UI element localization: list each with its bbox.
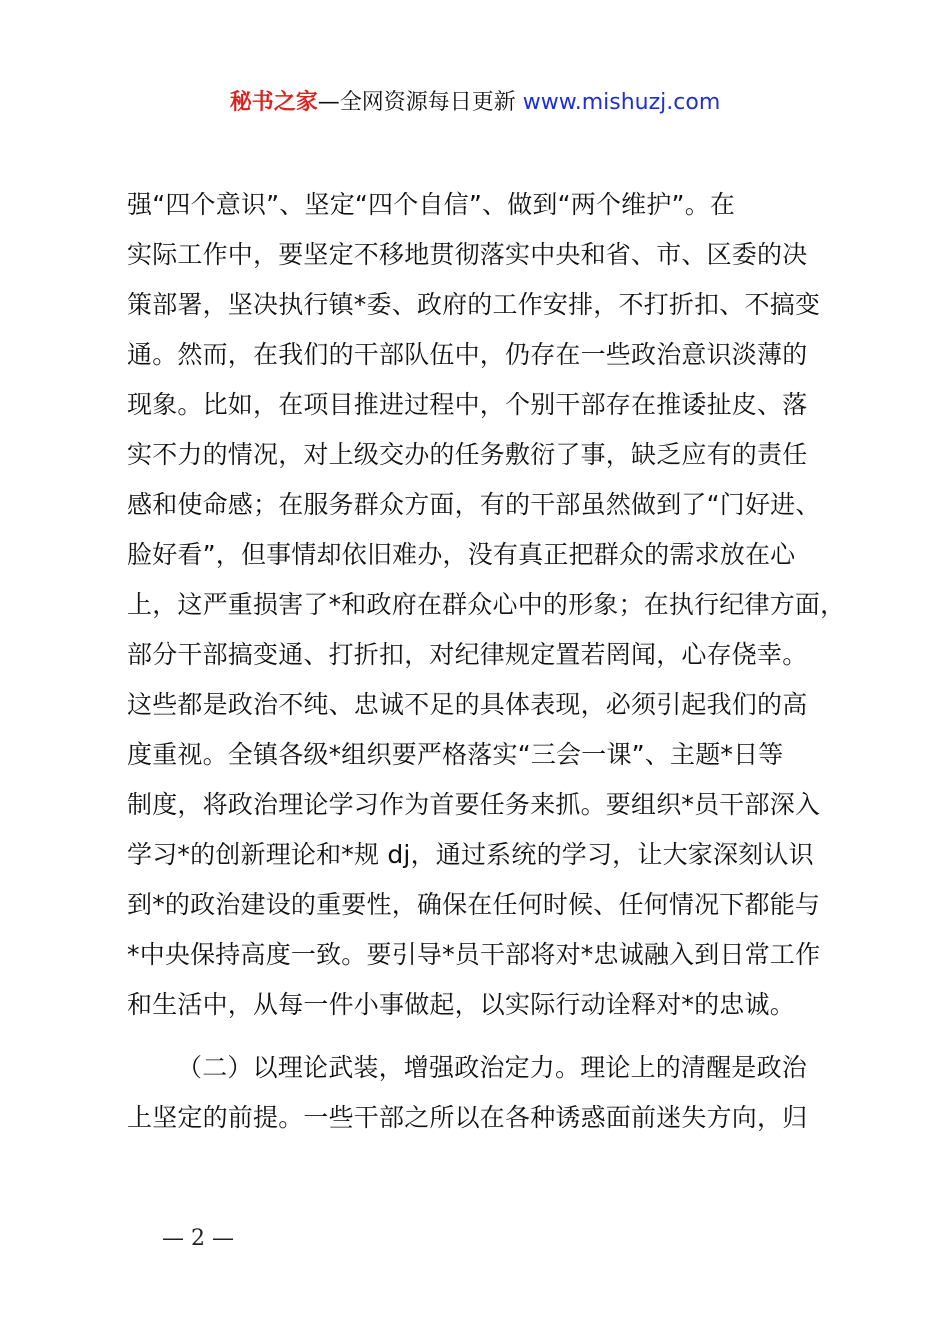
text-line: 制度，将政治理论学习作为首要任务来抓。要组织*员干部深入 bbox=[127, 790, 821, 819]
paragraph bbox=[127, 180, 847, 1030]
paragraph-gap bbox=[127, 1030, 847, 1043]
text-line: 感和使命感；在服务群众方面，有的干部虽然做到了“门好进、 bbox=[127, 490, 821, 519]
text-line: 现象。比如，在项目推进过程中，个别干部存在推诿扯皮、落 bbox=[127, 390, 808, 419]
page-number: — 2 — bbox=[162, 1226, 234, 1251]
text-line: 实际工作中，要坚定不移地贯彻落实中央和省、市、区委的决 bbox=[127, 240, 808, 269]
text-line: 上，这严重损害了*和政府在群众心中的形象；在执行纪律方面， bbox=[127, 590, 846, 619]
text-line: 策部署，坚决执行镇*委、政府的工作安排，不打折扣、不搞变 bbox=[127, 290, 821, 319]
text-line: 上坚定的前提。一些干部之所以在各种诱惑面前迷失方向，归 bbox=[127, 1103, 808, 1132]
text-line: 强“四个意识”、坚定“四个自信”、做到“两个维护”。在 bbox=[127, 190, 736, 219]
paragraph bbox=[127, 1043, 847, 1143]
text-line: *中央保持高度一致。要引导*员干部将对*忠诚融入到日常工作 bbox=[127, 940, 821, 969]
text-line: 学习*的创新理论和*规 dj，通过系统的学习，让大家深刻认识 bbox=[127, 840, 814, 869]
text-line: 脸好看”，但事情却依旧难办，没有真正把群众的需求放在心 bbox=[127, 540, 796, 569]
document-body bbox=[127, 180, 847, 1143]
text-line: （二）以理论武装，增强政治定力。理论上的清醒是政治 bbox=[177, 1053, 808, 1082]
text-line: 部分干部搞变通、打折扣，对纪律规定置若罔闻，心存侥幸。 bbox=[127, 640, 808, 669]
header-website: www.mishuzj.com bbox=[522, 90, 721, 115]
text-line: 和生活中，从每一件小事做起，以实际行动诠释对*的忠诚。 bbox=[127, 990, 795, 1019]
page-header bbox=[0, 88, 950, 118]
text-line: 这些都是政治不纯、忠诚不足的具体表现，必须引起我们的高 bbox=[127, 690, 808, 719]
text-line: 通。然而，在我们的干部队伍中，仍存在一些政治意识淡薄的 bbox=[127, 340, 808, 369]
brand-name: 秘书之家 bbox=[229, 90, 318, 115]
header-tagline: —全网资源每日更新 bbox=[317, 90, 523, 115]
text-line: 度重视。全镇各级*组织要严格落实“三会一课”、主题*日等 bbox=[127, 740, 784, 769]
text-line: 到*的政治建设的重要性，确保在任何时候、任何情况下都能与 bbox=[127, 890, 821, 919]
text-line: 实不力的情况，对上级交办的任务敷衍了事，缺乏应有的责任 bbox=[127, 440, 808, 469]
